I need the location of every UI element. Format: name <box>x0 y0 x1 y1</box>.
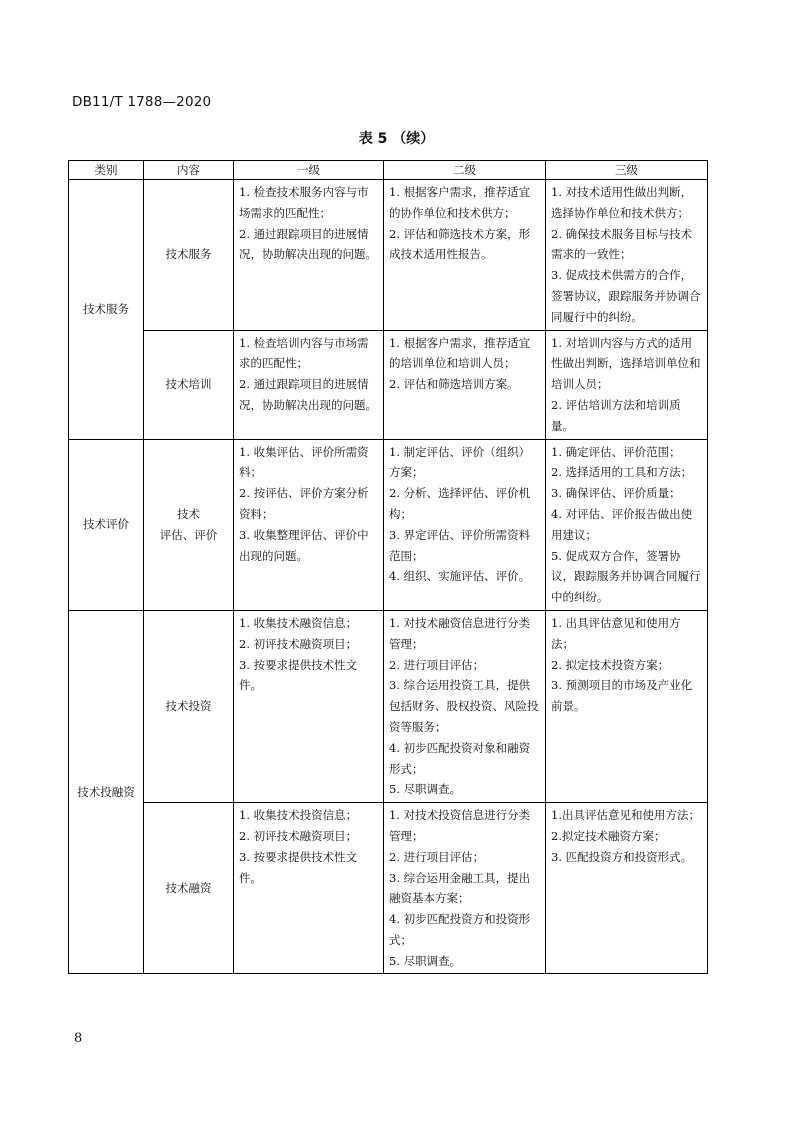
list-item: 3. 综合运用投资工具，提供包括财务、股权投资、风险投资等服务； <box>389 678 539 734</box>
list-item: 2. 分析、选择评估、评价机构； <box>389 486 531 521</box>
level-1-cell <box>234 610 384 802</box>
list-item: 2. 进行项目评估； <box>389 657 485 672</box>
page-number: 8 <box>74 1031 83 1046</box>
list-item: 1. 确定评估、评价范围； <box>551 444 681 459</box>
list-item: 3. 界定评估、评价所需资料范围； <box>389 527 531 563</box>
list-item: 2. 初评技术融资项目； <box>239 828 358 843</box>
list-item: 3. 预测项目的市场及产业化前景。 <box>551 678 693 714</box>
level-2-cell <box>384 610 546 802</box>
level-3-cell <box>546 610 708 802</box>
content-cell: 技术投资 <box>144 610 234 802</box>
list-item: 3. 促成技术供需方的合作，签署协议，跟踪服务并协调合同履行中的纠纷。 <box>551 268 701 324</box>
level-1-cell <box>234 803 384 974</box>
category-cell: 技术投融资 <box>69 610 144 974</box>
list-item: 1. 制定评估、评价（组织）方案； <box>389 444 531 480</box>
list-item: 4. 对评估、评价报告做出使用建议； <box>551 506 693 542</box>
content-cell: 技术融资 <box>144 803 234 974</box>
list-item: 1. 出具评估意见和使用方法； <box>551 615 681 651</box>
level-1-cell <box>234 439 384 610</box>
column-header-level-2: 二级 <box>384 161 546 180</box>
column-header-level-1: 一级 <box>234 161 384 180</box>
level-3-cell <box>546 180 708 331</box>
level-2-cell <box>384 330 546 439</box>
list-item: 2. 按评估、评价方案分析资料； <box>239 486 369 521</box>
content-label-line: 技术 <box>177 506 200 521</box>
list-item: 4. 初步匹配投资对象和融资形式； <box>389 740 531 776</box>
column-header-level-3: 三级 <box>546 161 708 180</box>
table-row <box>69 180 708 331</box>
list-item: 3. 按要求提供技术性文件。 <box>239 849 358 885</box>
list-item: 2. 通过跟踪项目的进展情况，协助解决出现的问题。 <box>239 226 377 262</box>
list-item: 2. 进行项目评估； <box>389 849 485 864</box>
table-row <box>69 330 708 439</box>
list-item: 2. 评估培训方法和培训质量。 <box>551 397 681 433</box>
list-item: 3. 确保评估、评价质量； <box>551 486 681 501</box>
table-header-row <box>69 161 708 180</box>
list-item: 1. 对培训内容与方式的适用性做出判断，选择培训单位和培训人员； <box>551 335 701 392</box>
list-item: 1. 对技术融资信息进行分类管理； <box>389 615 531 651</box>
level-3-cell <box>546 439 708 610</box>
document-code: DB11/T 1788—2020 <box>72 94 212 110</box>
content-cell: 技术服务 <box>144 180 234 331</box>
level-1-cell <box>234 330 384 439</box>
table-row <box>69 610 708 802</box>
content-label-line: 评估、评价 <box>159 527 218 542</box>
list-item: 2. 选择适用的工具和方法； <box>551 465 693 480</box>
list-item: 2. 评估和筛选培训方案。 <box>389 377 519 392</box>
list-item: 1. 根据客户需求，推荐适宜的培训单位和培训人员； <box>389 335 531 371</box>
list-item: 2. 初评技术融资项目； <box>239 636 358 651</box>
level-2-cell <box>384 439 546 610</box>
list-item: 5. 尽职调查。 <box>389 953 462 968</box>
list-item: 2. 确保技术服务目标与技术需求的一致性； <box>551 226 693 262</box>
list-item: 3. 综合运用金融工具，提出融资基本方案； <box>389 870 531 906</box>
list-item: 4. 组织、实施评估、评价。 <box>389 569 531 584</box>
list-item: 1. 收集技术融资信息； <box>239 615 358 630</box>
list-item: 3. 按要求提供技术性文件。 <box>239 657 358 693</box>
table-row <box>69 803 708 974</box>
column-header-content: 内容 <box>144 161 234 180</box>
level-2-cell <box>384 803 546 974</box>
list-item: 1.出具评估意见和使用方法； <box>551 808 700 823</box>
list-item: 3. 匹配投资方和投资形式。 <box>551 849 693 864</box>
list-item: 2. 通过跟踪项目的进展情况，协助解决出现的问题。 <box>239 377 377 412</box>
column-header-category: 类别 <box>69 161 144 180</box>
list-item: 2. 评估和筛选技术方案，形成技术适用性报告。 <box>389 226 531 262</box>
content-cell: 技术培训 <box>144 330 234 439</box>
list-item: 2.拟定技术融资方案； <box>551 828 666 843</box>
list-item: 5. 尽职调查。 <box>389 782 462 797</box>
list-item: 1. 检查培训内容与市场需求的匹配性； <box>239 335 369 371</box>
table-caption: 表 5 （续） <box>358 131 435 147</box>
list-item: 1. 检查技术服务内容与市场需求的匹配性； <box>239 185 369 220</box>
list-item: 1. 收集评估、评价所需资料； <box>239 444 369 480</box>
level-3-cell <box>546 803 708 974</box>
content-cell <box>144 439 234 610</box>
list-item: 1. 收集技术投资信息； <box>239 808 358 823</box>
list-item: 4. 初步匹配投资方和投资形式； <box>389 912 531 947</box>
list-item: 1. 根据客户需求，推荐适宜的协作单位和技术供方； <box>389 185 531 220</box>
level-2-cell <box>384 180 546 331</box>
category-cell: 技术服务 <box>69 180 144 440</box>
table-row <box>69 439 708 610</box>
qualification-table <box>68 160 708 974</box>
list-item: 2. 拟定技术投资方案； <box>551 657 670 672</box>
list-item: 3. 收集整理评估、评价中出现的问题。 <box>239 527 369 563</box>
list-item: 5. 促成双方合作，签署协议，跟踪服务并协调合同履行中的纠纷。 <box>551 548 701 605</box>
level-1-cell <box>234 180 384 331</box>
list-item: 1. 对技术适用性做出判断，选择协作单位和技术供方； <box>551 185 693 220</box>
level-3-cell <box>546 330 708 439</box>
category-cell: 技术评价 <box>69 439 144 610</box>
list-item: 1. 对技术投资信息进行分类管理； <box>389 808 531 843</box>
